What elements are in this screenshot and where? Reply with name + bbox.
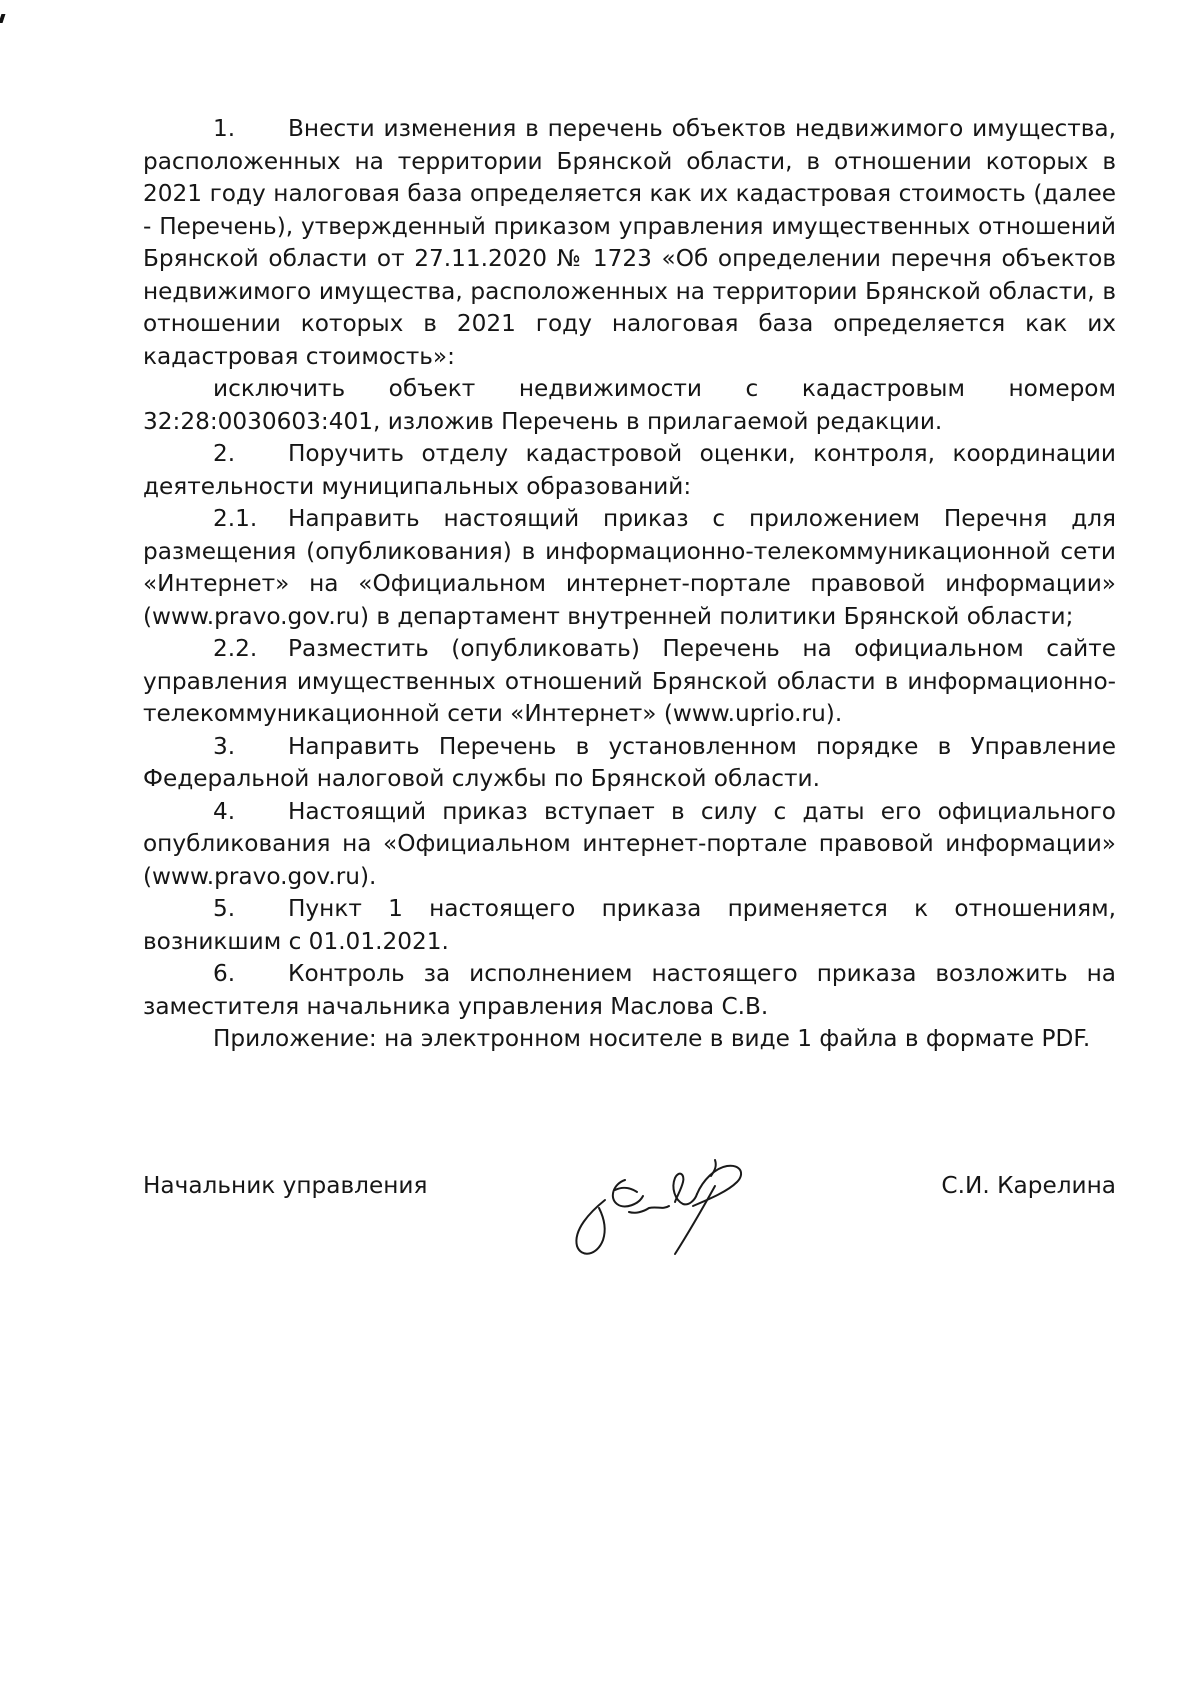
paragraph-2-2 — [143, 633, 1116, 731]
order-body — [143, 113, 1116, 1056]
paragraph-2 — [143, 438, 1116, 503]
paragraph-exclude-object — [143, 373, 1116, 438]
paragraph-number: 4. — [213, 797, 236, 825]
paragraph-number: 2.2. — [213, 635, 258, 662]
paragraph-number: 3. — [213, 732, 236, 760]
paragraph-number: 5. — [213, 895, 236, 922]
paragraph-text: исключить объект недвижимости с кадастровым номером 32:28:0030603:401, изложив Перечень в прилагаемой редакции. — [143, 375, 1116, 435]
paragraph-text: Контроль за исполнением настоящего приказа возложить на заместителя начальника управления Маслова С.В. — [143, 960, 1116, 1020]
paragraph-3 — [143, 731, 1116, 796]
attachment-note: Приложение: на электронном носителе в виде 1 файла в формате PDF. — [213, 1025, 1091, 1052]
paragraph-5 — [143, 893, 1116, 958]
paragraph-4 — [143, 796, 1116, 894]
paragraph-text: Направить настоящий приказ с приложением Перечня для размещения (опубликования) в информационно-телекоммуникационной сети «Интернет» на «Официальном интернет-портале правовой информации» (www.pravo.gov.ru) в департамент внутренней политики Брянской области; — [143, 505, 1116, 630]
paragraph-2-1 — [143, 503, 1116, 633]
paragraph-number: 2.1. — [213, 505, 258, 532]
paragraph-number: 2. — [213, 440, 236, 467]
paragraph-text: Разместить (опубликовать) Перечень на официальном сайте управления имущественных отношений Брянской области в информационно-телекоммуникационной сети «Интернет» (www.uprio.ru). — [143, 635, 1116, 727]
paragraph-number: 1. — [213, 115, 236, 142]
paragraph-text: Настоящий приказ вступает в силу с даты его официального опубликования на «Официальном интернет-портале правовой информации» (www.pravo.gov.ru). — [143, 797, 1116, 890]
signatory-name: С.И. Карелина — [941, 1172, 1116, 1199]
paragraph-number: 6. — [213, 960, 236, 987]
paragraph-text: Поручить отделу кадастровой оценки, контроля, координации деятельности муниципальных образований: — [143, 440, 1116, 500]
paragraph-text: Внести изменения в перечень объектов недвижимого имущества, расположенных на территории Брянской области, в отношении которых в 2021 году налоговая база определяется как их кадастровая стоимость (далее - Перечень), утвержденный приказом управления имущественных отношений Брянской области от 27.11.2020 № 1723 «Об определении перечня объектов недвижимого имущества, расположенных на территории Брянской области, в отношении которых в 2021 году налоговая база определяется как их кадастровая стоимость»: — [143, 115, 1116, 370]
signatory-position: Начальник управления — [143, 1172, 428, 1199]
handwritten-signature-icon — [565, 1150, 795, 1260]
paragraph-text: Пункт 1 настоящего приказа применяется к отношениям, возникшим с 01.01.2021. — [143, 895, 1116, 955]
paragraph-1 — [143, 113, 1116, 373]
paragraph-6 — [143, 958, 1116, 1023]
scan-corner-mark — [0, 14, 5, 23]
paragraph-text: Направить Перечень в установленном порядке в Управление Федеральной налоговой службы по Брянской области. — [143, 732, 1116, 792]
